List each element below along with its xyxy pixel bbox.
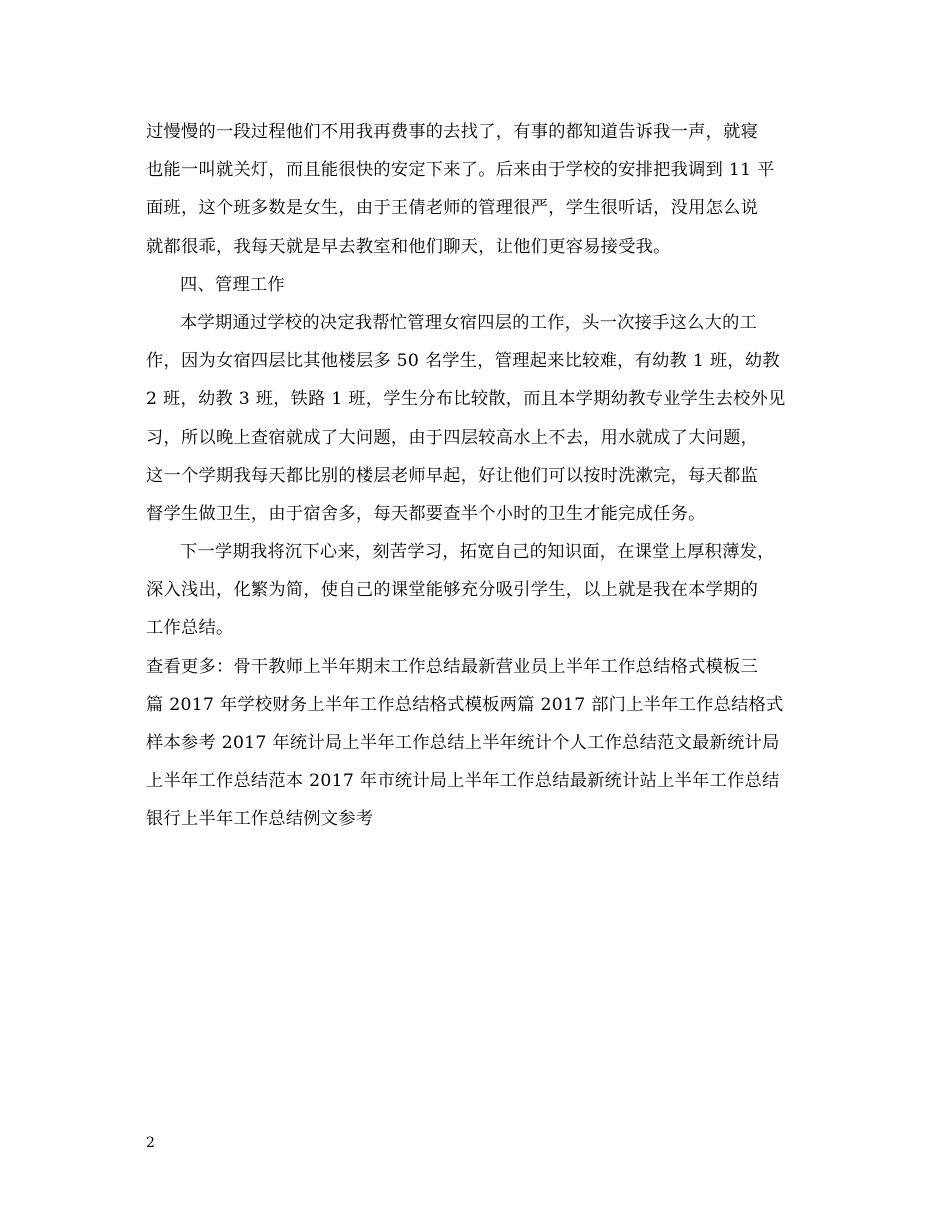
text-line: 作，因为女宿四层比其他楼层多 50 名学生，管理起来比较难，有幼教 1 班，幼教: [146, 351, 780, 372]
related-links-line: 银行上半年工作总结例文参考: [146, 809, 374, 830]
text-line: 习，所以晚上查宿就成了大问题，由于四层较高水上不去，用水就成了大问题，: [146, 427, 759, 448]
text-line: 工作总结。: [146, 618, 234, 639]
related-links-line: 篇 2017 年学校财务上半年工作总结格式模板两篇 2017 部门上半年工作总结格式: [146, 694, 784, 715]
page-number: 2: [146, 1135, 155, 1151]
text-line: 过慢慢的一段过程他们不用我再费事的去找了，有事的都知道告诉我一声，就寝: [146, 122, 759, 142]
text-line: 下一学期我将沉下心来，刻苦学习，拓宽自己的知识面，在课堂上厚积薄发，: [180, 542, 775, 563]
text-line: 这一个学期我每天都比别的楼层老师早起，好让他们可以按时洗漱完，每天都监: [146, 465, 759, 486]
text-line: 本学期通过学校的决定我帮忙管理女宿四层的工作，头一次接手这么大的工: [180, 312, 758, 333]
related-links-line: 上半年工作总结范本 2017 年市统计局上半年工作总结最新统计站上半年工作总结: [146, 771, 780, 792]
body-text: [146, 113, 806, 839]
text-line: 深入浅出，化繁为简，使自己的课堂能够充分吸引学生，以上就是我在本学期的: [146, 580, 759, 601]
text-line: 面班，这个班多数是女生，由于王倩老师的管理很严，学生很听话，没用怎么说: [146, 198, 759, 219]
section-heading: 四、管理工作: [180, 274, 285, 295]
text-line: 督学生做卫生，由于宿舍多，每天都要查半个小时的卫生才能完成任务。: [146, 503, 706, 524]
related-links-line: 样本参考 2017 年统计局上半年工作总结上半年统计个人工作总结范文最新统计局: [146, 733, 780, 753]
text-line: 2 班，幼教 3 班，铁路 1 班，学生分布比较散，而且本学期幼教专业学生去校外见: [146, 389, 786, 410]
text-line: 就都很乖，我每天就是早去教室和他们聊天，让他们更容易接受我。: [146, 236, 671, 257]
text-line: 也能一叫就关灯，而且能很快的安定下来了。后来由于学校的安排把我调到 11 平: [146, 160, 775, 181]
related-links-line: 查看更多：骨干教师上半年期末工作总结最新营业员上半年工作总结格式模板三: [146, 656, 759, 677]
